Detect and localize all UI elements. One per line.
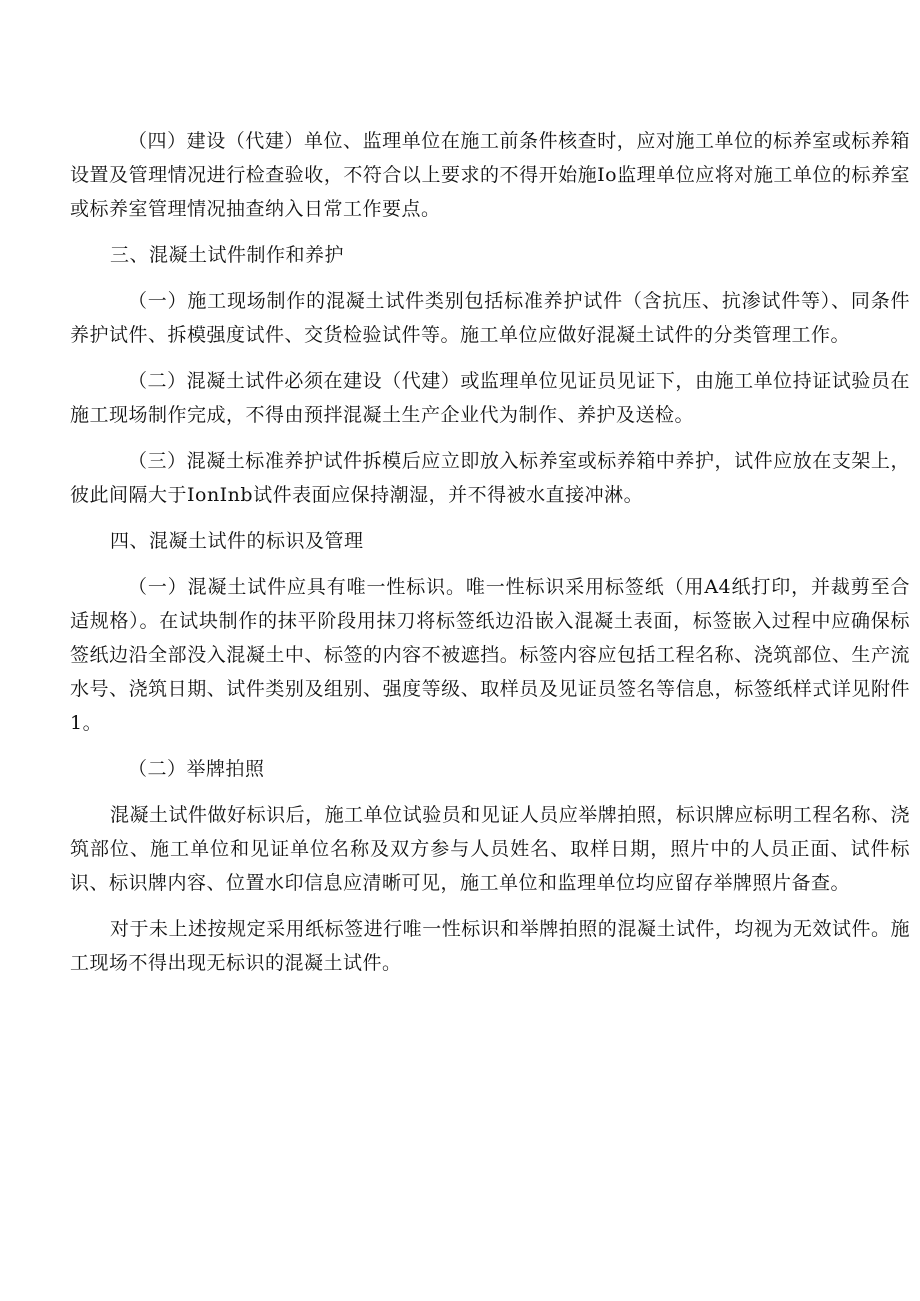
paragraph-unique-label: （一）混凝土试件应具有唯一性标识。唯一性标识采用标签纸（用A4纸打印，并裁剪至合适规格）。在试块制作的抹平阶段用抹刀将标签纸边沿嵌入混凝土表面，标签嵌入过程中应确保标签纸边沿全部没入混凝土中、标签的内容不被遮挡。标签内容应包括工程名称、浇筑部位、生产流水号、浇筑日期、试件类别及组别、强度等级、取样员及见证员签名等信息，标签纸样式详见附件1。 (70, 576, 910, 734)
document-page (70, 124, 910, 980)
section-heading-3: 三、混凝土试件制作和养护 (110, 244, 345, 266)
paragraph-specimen-types: （一）施工现场制作的混凝土试件类别包括标准养护试件（含抗压、抗渗试件等）、同条件养护试件、拆模强度试件、交货检验试件等。施工单位应做好混凝土试件的分类管理工作。 (70, 290, 910, 346)
paragraph-standard-curing: （三）混凝土标准养护试件拆模后应立即放入标养室或标养箱中养护，试件应放在支架上，彼此间隔大于IonInb试件表面应保持潮湿，并不得被水直接冲淋。 (70, 450, 910, 506)
section-heading-4: 四、混凝土试件的标识及管理 (110, 530, 364, 552)
paragraph-invalid-specimens: 对于未上述按规定采用纸标签进行唯一性标识和举牌拍照的混凝土试件，均视为无效试件。施工现场不得出现无标识的混凝土试件。 (70, 918, 910, 974)
paragraph-4-construction-check: （四）建设（代建）单位、监理单位在施工前条件核查时，应对施工单位的标养室或标养箱设置及管理情况进行检查验收，不符合以上要求的不得开始施Io监理单位应将对施工单位的标养室或标养室管理情况抽查纳入日常工作要点。 (70, 130, 910, 220)
paragraph-photo-requirements: 混凝土试件做好标识后，施工单位试验员和见证人员应举牌拍照，标识牌应标明工程名称、浇筑部位、施工单位和见证单位名称及双方参与人员姓名、取样日期，照片中的人员正面、试件标识、标识牌内容、位置水印信息应清晰可见，施工单位和监理单位均应留存举牌照片备查。 (70, 804, 910, 894)
paragraph-witness-production: （二）混凝土试件必须在建设（代建）或监理单位见证员见证下，由施工单位持证试验员在施工现场制作完成，不得由预拌混凝土生产企业代为制作、养护及送检。 (70, 370, 910, 426)
paragraph-photo-heading: （二）举牌拍照 (128, 758, 265, 780)
